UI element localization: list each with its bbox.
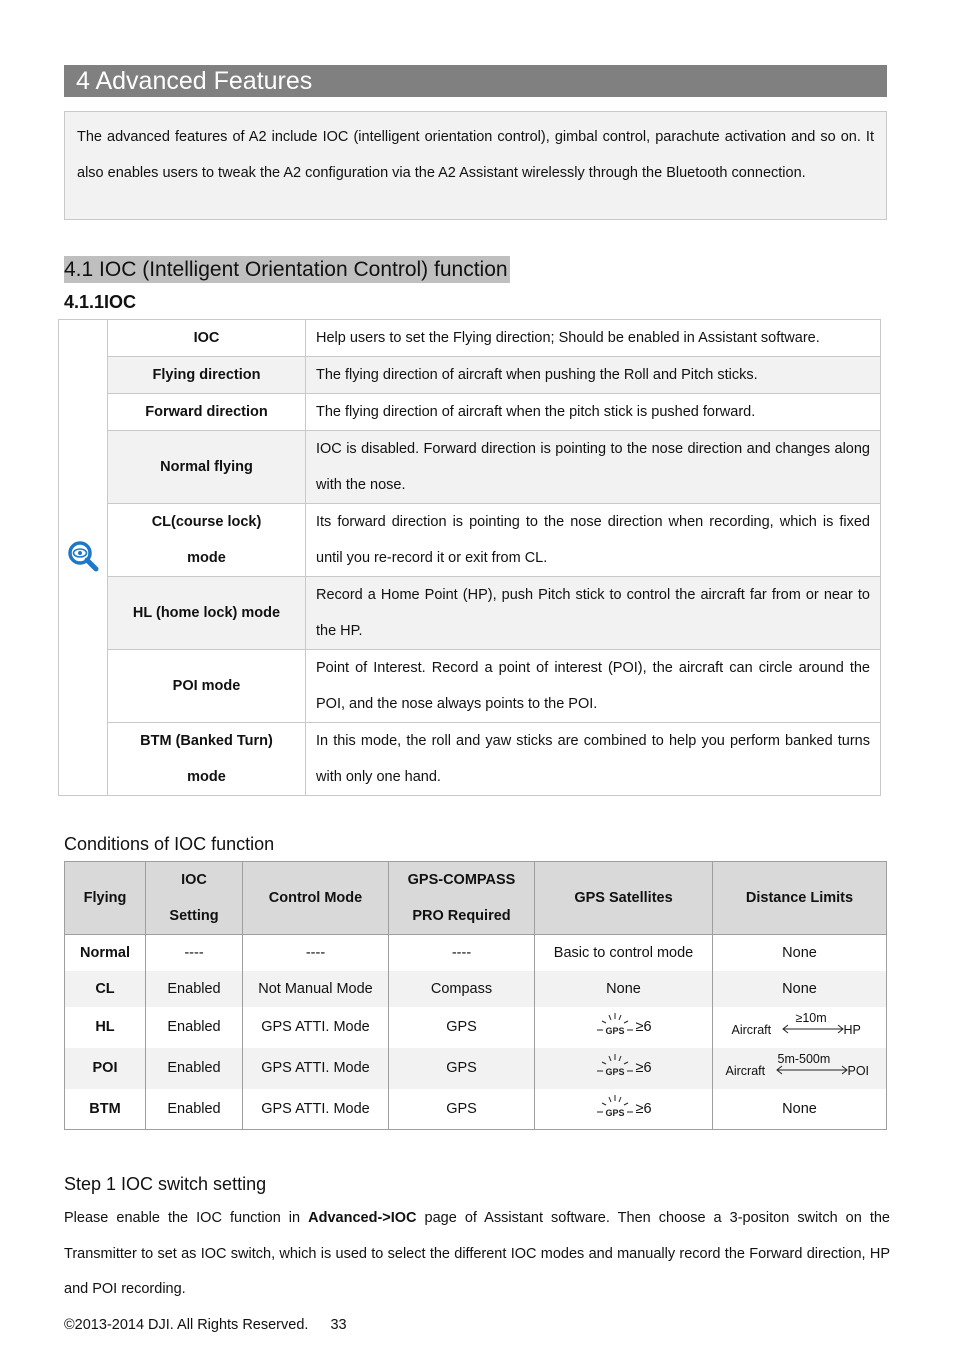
cell: None xyxy=(713,1089,887,1130)
column-header: GPS Satellites xyxy=(535,862,713,935)
cell: ---- xyxy=(243,935,389,971)
satellite-cell xyxy=(535,1089,713,1130)
distance-from: Aircraft xyxy=(725,1064,766,1078)
cell: Compass xyxy=(389,971,535,1007)
column-header: IOC Setting xyxy=(146,862,243,935)
intro-text: The advanced features of A2 include IOC (intelligent orientation control), gimbal control, parachute activation and so on. It also enables users to tweak the A2 configuration via the A2 Assistant wirelessly through the Bluetooth connection. xyxy=(77,129,874,181)
table-row xyxy=(59,577,881,650)
cell: GPS ATTI. Mode xyxy=(243,1048,389,1089)
table-row xyxy=(65,935,887,971)
column-header: GPS-COMPASS PRO Required xyxy=(389,862,535,935)
table-row xyxy=(59,431,881,504)
gps-satellite-icon xyxy=(595,1012,635,1042)
footer xyxy=(64,1314,347,1336)
subsection-title: 4.1.1IOC xyxy=(64,292,137,312)
satellite-count: ≥6 xyxy=(635,1018,652,1035)
distance-diagram xyxy=(725,1052,870,1078)
cell: BTM xyxy=(65,1089,146,1130)
distance-cell xyxy=(713,1007,887,1048)
column-header: Flying xyxy=(65,862,146,935)
step-body: Please enable the IOC function in Advanced->IOC page of Assistant software. Then choose a 3-positon switch on the Transmitter to set as IOC switch, which is used to select the different IOC modes and manually record the Forward direction, HP and POI recording. xyxy=(64,1210,890,1297)
cell: Basic to control mode xyxy=(535,935,713,971)
conditions-table xyxy=(64,861,887,1130)
page-number: 33 xyxy=(330,1317,347,1333)
distance-to: HP xyxy=(843,1023,861,1037)
section-title: 4.1 IOC (Intelligent Orientation Control) function xyxy=(64,258,508,281)
satellite-count: ≥6 xyxy=(635,1100,652,1117)
ioc-desc: Its forward direction is pointing to the nose direction when recording, which is fixed until you re-record it or exit from CL. xyxy=(306,504,881,577)
cell: GPS xyxy=(389,1048,535,1089)
cell: GPS ATTI. Mode xyxy=(243,1089,389,1130)
cell: ---- xyxy=(146,935,243,971)
table-row xyxy=(59,650,881,723)
cell: Enabled xyxy=(146,1007,243,1048)
svg-text:GPS: GPS xyxy=(605,1067,625,1077)
cell: GPS xyxy=(389,1089,535,1130)
cell: POI xyxy=(65,1048,146,1089)
cell: GPS ATTI. Mode xyxy=(243,1007,389,1048)
satellite-count: ≥6 xyxy=(635,1059,652,1076)
table-row xyxy=(59,504,881,577)
ioc-desc: Record a Home Point (HP), push Pitch stick to control the aircraft far from or near to the HP. xyxy=(306,577,881,650)
ioc-term: HL (home lock) mode xyxy=(108,577,306,650)
ioc-desc: The flying direction of aircraft when pushing the Roll and Pitch sticks. xyxy=(306,357,881,394)
intro-box xyxy=(64,111,887,220)
table-row xyxy=(59,320,881,357)
ioc-desc: Point of Interest. Record a point of interest (POI), the aircraft can circle around the POI, and the nose always points to the POI. xyxy=(306,650,881,723)
ioc-term: Normal flying xyxy=(108,431,306,504)
chapter-title: 4 Advanced Features xyxy=(64,65,887,97)
ioc-term: Flying direction xyxy=(108,357,306,394)
cell: None xyxy=(535,971,713,1007)
double-arrow-icon xyxy=(776,1064,848,1076)
svg-text:GPS: GPS xyxy=(605,1026,625,1036)
table-header-row xyxy=(65,862,887,935)
cell: None xyxy=(713,971,887,1007)
distance-range: 5m-500m xyxy=(777,1052,831,1066)
ioc-term: BTM (Banked Turn) mode xyxy=(108,723,306,796)
ioc-term: IOC xyxy=(108,320,306,357)
gps-satellite-icon xyxy=(595,1094,635,1124)
svg-text:GPS: GPS xyxy=(605,1107,625,1118)
cell: GPS xyxy=(389,1007,535,1048)
gps-satellite-icon xyxy=(595,1053,635,1083)
ioc-desc: Help users to set the Flying direction; Should be enabled in Assistant software. xyxy=(306,320,881,357)
table-row xyxy=(65,1048,887,1089)
step-title: Step 1 IOC switch setting xyxy=(64,1174,267,1194)
table-row xyxy=(59,723,881,796)
cell: CL xyxy=(65,971,146,1007)
ioc-desc: The flying direction of aircraft when the pitch stick is pushed forward. xyxy=(306,394,881,431)
column-header: Distance Limits xyxy=(713,862,887,935)
conditions-title: Conditions of IOC function xyxy=(64,834,275,854)
table-row xyxy=(65,1007,887,1048)
cell: Enabled xyxy=(146,1089,243,1130)
ioc-desc: In this mode, the roll and yaw sticks are combined to help you perform banked turns with only one hand. xyxy=(306,723,881,796)
cell: Normal xyxy=(65,935,146,971)
icon-cell xyxy=(59,320,108,796)
table-row xyxy=(59,357,881,394)
cell: None xyxy=(713,935,887,971)
ioc-term: CL(course lock) mode xyxy=(108,504,306,577)
ioc-term: Forward direction xyxy=(108,394,306,431)
cell: ---- xyxy=(389,935,535,971)
table-row xyxy=(65,1089,887,1130)
cell: HL xyxy=(65,1007,146,1048)
distance-from: Aircraft xyxy=(731,1023,772,1037)
column-header: Control Mode xyxy=(243,862,389,935)
distance-diagram xyxy=(732,1013,868,1037)
table-row xyxy=(59,394,881,431)
cell: Enabled xyxy=(146,971,243,1007)
menu-path: Advanced->IOC xyxy=(308,1210,417,1226)
magnifier-eye-icon xyxy=(66,539,100,573)
table-row xyxy=(65,971,887,1007)
ioc-term: POI mode xyxy=(108,650,306,723)
satellite-cell xyxy=(535,1007,713,1048)
double-arrow-icon xyxy=(782,1023,844,1035)
footer-copyright: ©2013-2014 DJI. All Rights Reserved. xyxy=(64,1317,309,1333)
distance-to: POI xyxy=(847,1064,870,1078)
satellite-cell xyxy=(535,1048,713,1089)
cell: Not Manual Mode xyxy=(243,971,389,1007)
ioc-desc: IOC is disabled. Forward direction is pointing to the nose direction and changes along with the nose. xyxy=(306,431,881,504)
ioc-definition-table xyxy=(58,319,881,796)
distance-range: ≥10m xyxy=(795,1011,827,1025)
cell: Enabled xyxy=(146,1048,243,1089)
distance-cell xyxy=(713,1048,887,1089)
